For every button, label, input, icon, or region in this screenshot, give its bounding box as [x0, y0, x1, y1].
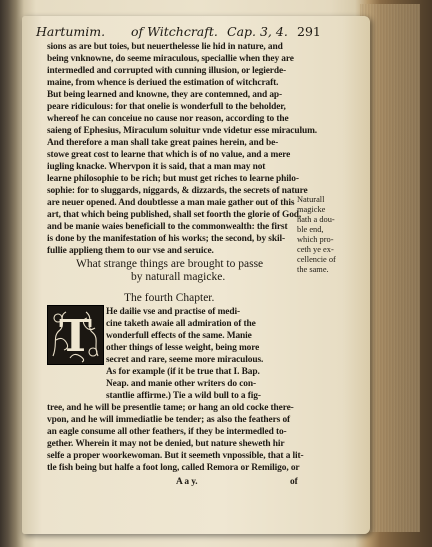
- text-line: But being learned and knowne, they are contemned, and ap-: [47, 90, 283, 100]
- catchword: of: [290, 477, 298, 487]
- text-line: wonderfull effects of the same. Manie: [106, 331, 252, 341]
- text-line: maine, from whence is deriued the estimation of witchcraft.: [47, 78, 279, 88]
- text-line: are neuer opened. And doubtlesse a man maie gather out of this: [47, 198, 295, 208]
- text-line: selfe a proper woorkewoman. But it seemeth vnpossible, that a lit-: [47, 451, 304, 461]
- text-line: sions as are but toies, but neuerthelesse lie hid in nature, and: [47, 42, 283, 52]
- text-line: fullie applieng them to our vse and seruice.: [47, 246, 214, 256]
- section-title-line: What strange things are brought to passe: [76, 258, 264, 270]
- text-line: peare ridiculous: for that onelie is wonderfull to the beholder,: [47, 102, 286, 112]
- text-line: And therefore a man shall take great paines herein, and be-: [47, 138, 279, 148]
- text-line: being vnknowne, do seeme miraculous, speciallie when they are: [47, 54, 294, 64]
- margin-note-line: ceth ye ex-: [297, 245, 334, 254]
- margin-note-line: ble end,: [297, 225, 324, 234]
- text-line: whereof he can conceiue no cause nor reason, according to the: [47, 114, 289, 124]
- text-line: sophie: for to sluggards, niggards, & dizzards, the secrets of nature: [47, 186, 308, 196]
- text-line: tree, and he will be presentlie tame; or hang an old cocke there-: [47, 403, 294, 413]
- ornamental-initial: [47, 305, 104, 365]
- margin-note-line: hath a dou-: [297, 215, 335, 224]
- text-line: intermedled and corrupted with cunning illusion, or legierde-: [47, 66, 287, 76]
- chapter-heading: The fourth Chapter.: [124, 292, 215, 304]
- text-line: vpon, and he will immediatlie be tender; as also the feathers of: [47, 415, 291, 425]
- text-line: stantlie affirme.) Tie a wild bull to a fig-: [106, 391, 261, 401]
- margin-note-line: the same.: [297, 265, 329, 274]
- text-line: and be manie waies beneficiall to the commonwealth: the first: [47, 222, 288, 232]
- margin-note-line: Naturall: [297, 195, 325, 204]
- text-line: gether. Wherein it may not be denied, but nature sheweth hir: [47, 439, 285, 449]
- text-line: stowe great cost to learne that which is of no value, and a mere: [47, 150, 291, 160]
- running-head-center: of Witchcraft.: [131, 24, 218, 39]
- page-number: 291: [297, 24, 321, 39]
- text-line: secret and rare, seeme more miraculous.: [106, 355, 264, 365]
- text-line: other things of lesse weight, being more: [106, 343, 260, 353]
- text-line: cine taketh awaie all admiration of the: [106, 319, 256, 329]
- initial-t-icon: [48, 306, 103, 364]
- section-title-line: by naturall magicke.: [131, 271, 226, 283]
- running-head-chapter: Cap. 3, 4.: [227, 24, 288, 39]
- signature-mark: A a y.: [176, 477, 198, 487]
- text-line: is done by the manifestation of his works; the second, by skil-: [47, 234, 285, 244]
- running-head-left: Hartumim.: [36, 24, 106, 39]
- text-line: iugling knacke. Whervpon it is said, that a man may not: [47, 162, 266, 172]
- text-line: Neap. and manie other writers do con-: [106, 379, 257, 389]
- text-line: an eagle consume all other feathers, if they be intermedled to-: [47, 427, 287, 437]
- text-line: saieng of Ephesius, Miraculum soluitur vnde videtur esse miraculum.: [47, 126, 318, 136]
- text-line: As for example (if it be true that I. Bap.: [106, 367, 260, 377]
- margin-note-line: magicke: [297, 205, 326, 214]
- margin-note-line: which pro-: [297, 235, 334, 244]
- text-line: learne philosophie to be rich; but must get riches to learne philo-: [47, 174, 299, 184]
- text-line: art, that which being published, shall set foorth the glorie of God,: [47, 210, 302, 220]
- margin-note-line: cellencie of: [297, 255, 336, 264]
- text-line: tle fish being but halfe a foot long, called Remora or Remiligo, or: [47, 463, 300, 473]
- svg-text:T: T: [59, 311, 92, 362]
- text-line: He dailie vse and practise of medi-: [106, 307, 240, 317]
